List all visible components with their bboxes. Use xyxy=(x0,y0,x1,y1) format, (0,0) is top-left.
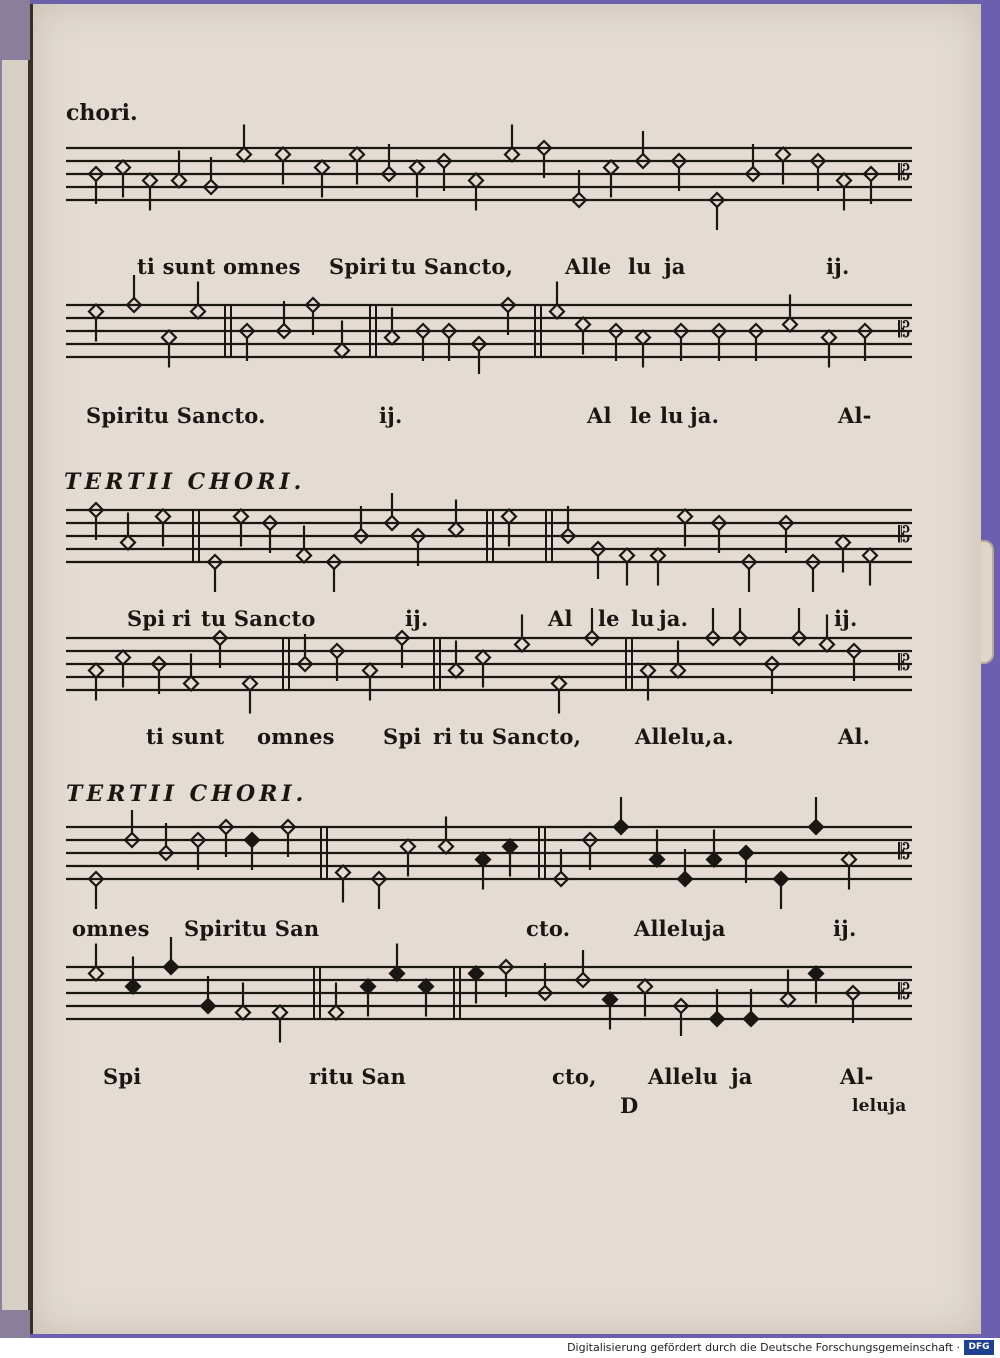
note-head xyxy=(243,677,257,691)
note-head xyxy=(273,1006,287,1020)
note-head xyxy=(116,651,130,665)
note-head xyxy=(744,1012,758,1026)
lyric: Alleluja xyxy=(634,916,726,941)
note-head xyxy=(604,161,618,175)
lyric: Allelu,a. xyxy=(635,724,734,749)
note-head xyxy=(469,174,483,188)
footer-bar xyxy=(0,1338,1000,1358)
note-head xyxy=(116,161,130,175)
lyric: ti sunt omnes xyxy=(137,254,301,279)
lyric: tu Sancto xyxy=(201,606,316,631)
lyric: lu xyxy=(631,606,655,631)
staff xyxy=(66,937,912,1043)
clef-icon: 𝄡 xyxy=(898,980,911,1005)
note-head xyxy=(315,161,329,175)
note-head xyxy=(184,677,198,691)
note-head xyxy=(515,638,529,652)
lyric: ja xyxy=(664,254,686,279)
dfg-logo-icon: DFG xyxy=(964,1340,994,1355)
note-head xyxy=(89,305,103,319)
note-head xyxy=(121,536,135,550)
staff xyxy=(66,493,912,592)
note-head xyxy=(162,331,176,345)
note-head xyxy=(449,523,463,537)
note-head xyxy=(350,148,364,162)
note-head xyxy=(89,967,103,981)
lyric: Spi xyxy=(383,724,422,749)
lyric: le xyxy=(630,403,652,428)
note-head xyxy=(781,993,795,1007)
staff xyxy=(66,125,912,231)
note-head xyxy=(476,651,490,665)
lyric: ij. xyxy=(834,606,858,631)
lyric: Spiri xyxy=(329,254,387,279)
note-head xyxy=(820,638,834,652)
lyric: Al- xyxy=(840,1064,874,1089)
staff xyxy=(66,275,912,374)
lyric: ri xyxy=(433,724,453,749)
note-head xyxy=(390,967,404,981)
note-head xyxy=(836,536,850,550)
lyric: ij. xyxy=(379,403,403,428)
note-head xyxy=(191,305,205,319)
lyric: le xyxy=(598,606,620,631)
note-head xyxy=(401,840,415,854)
lyric: Allelu xyxy=(648,1064,719,1089)
header-chori: chori. xyxy=(66,100,138,126)
lyric: ij. xyxy=(826,254,850,279)
note-head xyxy=(297,549,311,563)
lyric: ja. xyxy=(690,403,720,428)
note-head xyxy=(651,549,665,563)
clef-icon: 𝄡 xyxy=(898,318,911,343)
note-head xyxy=(710,1012,724,1026)
note-head xyxy=(503,840,517,854)
note-head xyxy=(89,664,103,678)
lyric: cto, xyxy=(552,1064,597,1089)
note-head xyxy=(237,148,251,162)
note-head xyxy=(419,980,433,994)
header-tertii-chori-1: TERTII CHORI. xyxy=(64,469,306,495)
note-head xyxy=(671,664,685,678)
note-head xyxy=(502,510,516,524)
note-head xyxy=(449,664,463,678)
header-tertii-chori-2: TERTII CHORI. xyxy=(66,781,308,807)
lyric: Spi xyxy=(103,1064,142,1089)
note-head xyxy=(776,148,790,162)
note-head xyxy=(809,967,823,981)
lyric: Al. xyxy=(838,724,871,749)
lyric: cto. xyxy=(526,916,571,941)
note-head xyxy=(363,664,377,678)
note-head xyxy=(329,1006,343,1020)
lyric: ritu San xyxy=(309,1064,406,1089)
note-head xyxy=(335,344,349,358)
note-head xyxy=(678,510,692,524)
clef-icon: 𝄡 xyxy=(898,523,911,548)
footer-credit-text: Digitalisierung gefördert durch die Deutsche Forschungsgemeinschaft · xyxy=(567,1341,960,1354)
lyric: Al- xyxy=(838,403,872,428)
catchword-signature: D xyxy=(620,1093,639,1118)
clef-icon: 𝄡 xyxy=(898,161,911,186)
note-head xyxy=(439,840,453,854)
catchword-next: leluja xyxy=(852,1096,907,1116)
lyric: omnes xyxy=(257,724,335,749)
lyric: Spiritu San xyxy=(184,916,320,941)
note-head xyxy=(172,174,186,188)
note-head xyxy=(469,967,483,981)
lyric: lu xyxy=(628,254,652,279)
note-head xyxy=(201,999,215,1013)
lyric: Spi xyxy=(127,606,166,631)
clef-icon: 𝄡 xyxy=(898,651,911,676)
note-head xyxy=(863,549,877,563)
lyric: ti sunt xyxy=(146,724,225,749)
note-head xyxy=(822,331,836,345)
note-head xyxy=(143,174,157,188)
lyric: tu Sancto, xyxy=(459,724,582,749)
staff xyxy=(66,797,912,909)
note-head xyxy=(783,318,797,332)
staff xyxy=(66,608,912,714)
lyric: Al xyxy=(548,606,573,631)
lyric: Alle xyxy=(565,254,612,279)
note-head xyxy=(620,549,634,563)
note-head xyxy=(164,960,178,974)
note-head xyxy=(837,174,851,188)
note-head xyxy=(236,1006,250,1020)
note-head xyxy=(126,980,140,994)
note-head xyxy=(576,318,590,332)
note-head xyxy=(505,148,519,162)
note-head xyxy=(476,853,490,867)
note-head xyxy=(361,980,375,994)
note-head xyxy=(410,161,424,175)
note-head xyxy=(385,331,399,345)
note-head xyxy=(739,846,753,860)
note-head xyxy=(842,853,856,867)
lyric: Spiritu Sancto. xyxy=(86,403,266,428)
note-head xyxy=(678,872,692,886)
lyric: ja xyxy=(731,1064,753,1089)
lyric: lu xyxy=(660,403,684,428)
note-head xyxy=(641,664,655,678)
note-head xyxy=(552,677,566,691)
note-head xyxy=(809,820,823,834)
note-head xyxy=(603,993,617,1007)
note-head xyxy=(614,820,628,834)
note-head xyxy=(156,510,170,524)
note-head xyxy=(650,853,664,867)
note-head xyxy=(336,866,350,880)
note-head xyxy=(245,833,259,847)
lyric: ja. xyxy=(659,606,689,631)
lyric: tu Sancto, xyxy=(391,254,514,279)
lyric: omnes xyxy=(72,916,150,941)
lyric: ij. xyxy=(405,606,429,631)
note-head xyxy=(636,331,650,345)
note-head xyxy=(707,853,721,867)
note-head xyxy=(638,980,652,994)
note-head xyxy=(234,510,248,524)
lyric: Al xyxy=(587,403,612,428)
lyric: ri xyxy=(172,606,192,631)
clef-icon: 𝄡 xyxy=(898,840,911,865)
note-head xyxy=(276,148,290,162)
note-head xyxy=(774,872,788,886)
note-head xyxy=(550,305,564,319)
lyric: ij. xyxy=(833,916,857,941)
